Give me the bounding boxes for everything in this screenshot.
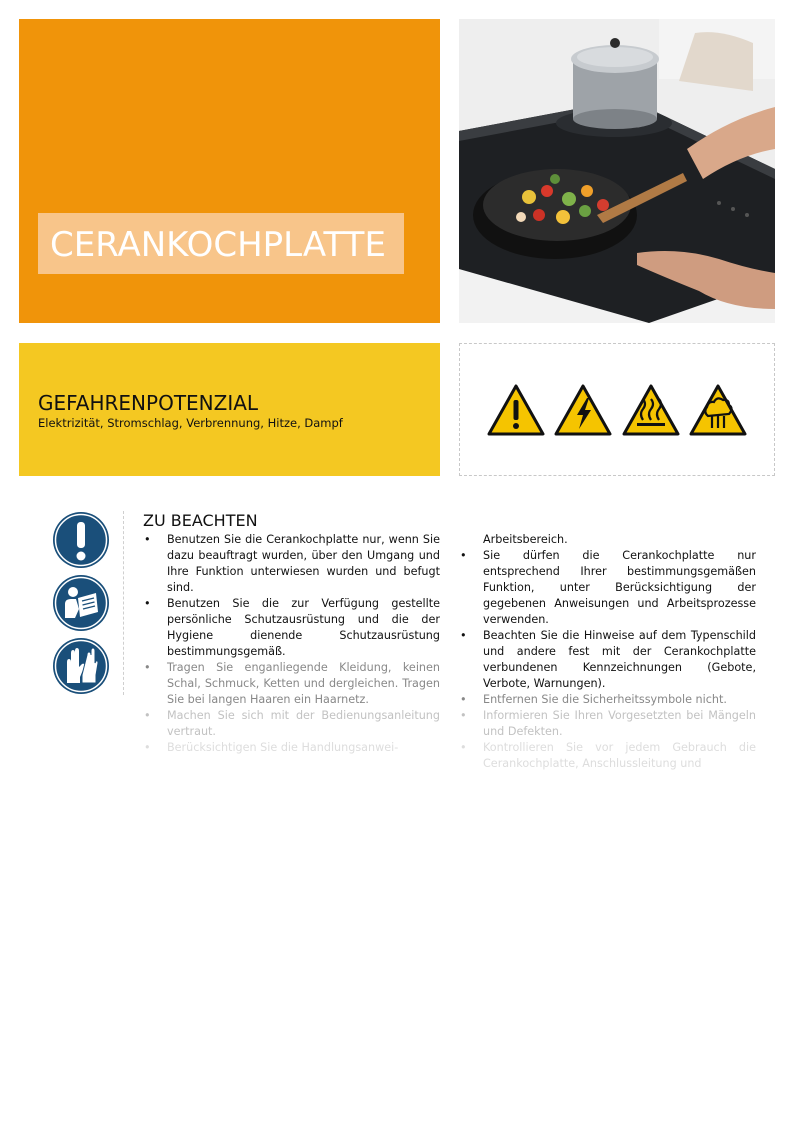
page-title: CERANKOCHPLATTE — [50, 225, 386, 265]
steam-warning-icon — [689, 384, 747, 436]
list-item: • Machen Sie sich mit der Bedienungsanleitung vertraut. — [143, 708, 440, 740]
section-divider — [123, 511, 124, 695]
general-mandatory-icon — [52, 511, 110, 569]
list-item: • Berücksichtigen Sie die Handlungsanwei- — [143, 740, 440, 756]
cooktop-photo — [459, 19, 775, 323]
cooktop-illustration — [459, 19, 775, 323]
section-title: ZU BEACHTEN — [143, 511, 258, 530]
instructions-right-column — [459, 532, 756, 772]
general-warning-icon — [487, 384, 545, 436]
instructions-left-column — [143, 532, 440, 756]
hazard-panel — [19, 343, 440, 476]
title-panel — [19, 19, 440, 323]
list-item: • Tragen Sie enganliegende Kleidung, keinen Schal, Schmuck, Ketten und dergleichen. Tragen Sie bei langen Haaren ein Haarnetz. — [143, 660, 440, 708]
list-item: • Informieren Sie Ihren Vorgesetzten bei Mängeln und Defekten. — [459, 708, 756, 740]
hot-surface-warning-icon — [622, 384, 680, 436]
list-item: • Sie dürfen die Cerankochplatte nur entsprechend Ihrer bestimmungsgemäßen Funktion, unter Berücksichtigung der gegebenen Anweisungen und Arbeitsprozesse verwenden. — [459, 548, 756, 628]
list-continuation: Arbeitsbereich. — [483, 533, 568, 546]
warning-signs-box — [459, 343, 775, 476]
hazard-title: GEFAHRENPOTENZIAL — [38, 391, 259, 415]
title-box — [38, 213, 404, 274]
wear-gloves-icon — [52, 637, 110, 695]
list-item: • Benutzen Sie die zur Verfügung gestellte persönliche Schutzausrüstung und die der Hygiene dienende Schutzausrüstung bestimmungsgemäß. — [143, 596, 440, 660]
list-item: • Beachten Sie die Hinweise auf dem Typenschild und andere fest mit der Cerankochplatte verbundenen Kennzeichnungen (Gebote, Verbote, Warnungen). — [459, 628, 756, 692]
electricity-warning-icon — [554, 384, 612, 436]
hazard-subtitle: Elektrizität, Stromschlag, Verbrennung, Hitze, Dampf — [38, 416, 343, 430]
list-item: • Benutzen Sie die Cerankochplatte nur, wenn Sie dazu beauftragt wurden, über den Umgang und Ihre Funktion unterwiesen wurden und befugt sind. — [143, 532, 440, 596]
list-item: • Entfernen Sie die Sicherheitssymbole nicht. — [459, 692, 756, 708]
read-manual-icon — [52, 574, 110, 632]
list-item: • Kontrollieren Sie vor jedem Gebrauch die Cerankochplatte, Anschlussleitung und — [459, 740, 756, 772]
